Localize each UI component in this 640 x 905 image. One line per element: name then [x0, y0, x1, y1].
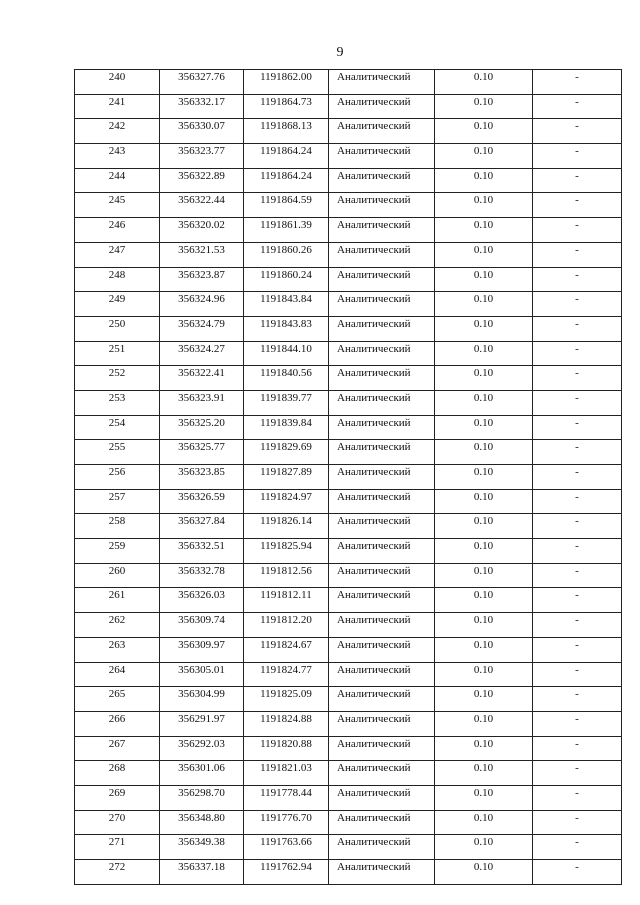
point-number-cell: 255 [75, 440, 160, 465]
x-coordinate-cell: 356292.03 [160, 736, 244, 761]
method-cell: Аналитический [329, 168, 435, 193]
note-cell: - [533, 341, 622, 366]
note-cell: - [533, 415, 622, 440]
x-coordinate-cell: 356324.27 [160, 341, 244, 366]
note-cell: - [533, 563, 622, 588]
note-cell: - [533, 687, 622, 712]
point-number-cell: 260 [75, 563, 160, 588]
note-cell: - [533, 637, 622, 662]
y-coordinate-cell: 1191864.59 [244, 193, 329, 218]
accuracy-cell: 0.10 [435, 637, 533, 662]
y-coordinate-cell: 1191864.73 [244, 94, 329, 119]
accuracy-cell: 0.10 [435, 711, 533, 736]
table-row [75, 94, 622, 119]
note-cell: - [533, 810, 622, 835]
note-cell: - [533, 860, 622, 885]
x-coordinate-cell: 356323.85 [160, 465, 244, 490]
accuracy-cell: 0.10 [435, 860, 533, 885]
x-coordinate-cell: 356330.07 [160, 119, 244, 144]
point-number-cell: 246 [75, 218, 160, 243]
table-row [75, 415, 622, 440]
x-coordinate-cell: 356291.97 [160, 711, 244, 736]
table-row [75, 144, 622, 169]
point-number-cell: 245 [75, 193, 160, 218]
point-number-cell: 264 [75, 662, 160, 687]
point-number-cell: 250 [75, 316, 160, 341]
table-row [75, 662, 622, 687]
y-coordinate-cell: 1191864.24 [244, 168, 329, 193]
method-cell: Аналитический [329, 366, 435, 391]
accuracy-cell: 0.10 [435, 193, 533, 218]
point-number-cell: 272 [75, 860, 160, 885]
table-row [75, 637, 622, 662]
x-coordinate-cell: 356324.79 [160, 316, 244, 341]
page-number: 9 [336, 45, 344, 60]
point-number-cell: 261 [75, 588, 160, 613]
y-coordinate-cell: 1191821.03 [244, 761, 329, 786]
note-cell: - [533, 785, 622, 810]
x-coordinate-cell: 356309.74 [160, 613, 244, 638]
point-number-cell: 244 [75, 168, 160, 193]
y-coordinate-cell: 1191820.88 [244, 736, 329, 761]
x-coordinate-cell: 356349.38 [160, 835, 244, 860]
note-cell: - [533, 539, 622, 564]
x-coordinate-cell: 356320.02 [160, 218, 244, 243]
y-coordinate-cell: 1191826.14 [244, 514, 329, 539]
point-number-cell: 241 [75, 94, 160, 119]
method-cell: Аналитический [329, 292, 435, 317]
x-coordinate-cell: 356332.17 [160, 94, 244, 119]
point-number-cell: 240 [75, 70, 160, 95]
note-cell: - [533, 119, 622, 144]
table-row [75, 785, 622, 810]
x-coordinate-cell: 356325.20 [160, 415, 244, 440]
note-cell: - [533, 613, 622, 638]
point-number-cell: 253 [75, 390, 160, 415]
y-coordinate-cell: 1191860.26 [244, 242, 329, 267]
method-cell: Аналитический [329, 415, 435, 440]
y-coordinate-cell: 1191864.24 [244, 144, 329, 169]
accuracy-cell: 0.10 [435, 489, 533, 514]
note-cell: - [533, 465, 622, 490]
accuracy-cell: 0.10 [435, 267, 533, 292]
accuracy-cell: 0.10 [435, 563, 533, 588]
table-row [75, 736, 622, 761]
table-row [75, 465, 622, 490]
y-coordinate-cell: 1191827.89 [244, 465, 329, 490]
point-number-cell: 265 [75, 687, 160, 712]
table-row [75, 711, 622, 736]
y-coordinate-cell: 1191763.66 [244, 835, 329, 860]
accuracy-cell: 0.10 [435, 390, 533, 415]
accuracy-cell: 0.10 [435, 662, 533, 687]
x-coordinate-cell: 356298.70 [160, 785, 244, 810]
note-cell: - [533, 168, 622, 193]
accuracy-cell: 0.10 [435, 514, 533, 539]
y-coordinate-cell: 1191839.77 [244, 390, 329, 415]
y-coordinate-cell: 1191778.44 [244, 785, 329, 810]
method-cell: Аналитический [329, 860, 435, 885]
accuracy-cell: 0.10 [435, 415, 533, 440]
note-cell: - [533, 144, 622, 169]
table-row [75, 613, 622, 638]
table-row [75, 366, 622, 391]
y-coordinate-cell: 1191868.13 [244, 119, 329, 144]
x-coordinate-cell: 356327.76 [160, 70, 244, 95]
accuracy-cell: 0.10 [435, 539, 533, 564]
point-number-cell: 270 [75, 810, 160, 835]
note-cell: - [533, 736, 622, 761]
table-row [75, 588, 622, 613]
note-cell: - [533, 711, 622, 736]
method-cell: Аналитический [329, 736, 435, 761]
point-number-cell: 263 [75, 637, 160, 662]
table-row [75, 168, 622, 193]
note-cell: - [533, 267, 622, 292]
x-coordinate-cell: 356322.44 [160, 193, 244, 218]
y-coordinate-cell: 1191839.84 [244, 415, 329, 440]
x-coordinate-cell: 356326.59 [160, 489, 244, 514]
table-row [75, 563, 622, 588]
accuracy-cell: 0.10 [435, 94, 533, 119]
point-number-cell: 257 [75, 489, 160, 514]
note-cell: - [533, 366, 622, 391]
method-cell: Аналитический [329, 785, 435, 810]
point-number-cell: 259 [75, 539, 160, 564]
table-row [75, 761, 622, 786]
method-cell: Аналитический [329, 514, 435, 539]
table-row [75, 514, 622, 539]
x-coordinate-cell: 356323.87 [160, 267, 244, 292]
x-coordinate-cell: 356348.80 [160, 810, 244, 835]
accuracy-cell: 0.10 [435, 810, 533, 835]
table-row [75, 341, 622, 366]
note-cell: - [533, 835, 622, 860]
x-coordinate-cell: 356304.99 [160, 687, 244, 712]
note-cell: - [533, 316, 622, 341]
coordinates-table [74, 69, 622, 885]
table-row [75, 440, 622, 465]
accuracy-cell: 0.10 [435, 687, 533, 712]
method-cell: Аналитический [329, 835, 435, 860]
note-cell: - [533, 662, 622, 687]
method-cell: Аналитический [329, 662, 435, 687]
point-number-cell: 242 [75, 119, 160, 144]
note-cell: - [533, 390, 622, 415]
table-row [75, 242, 622, 267]
table-row [75, 539, 622, 564]
accuracy-cell: 0.10 [435, 465, 533, 490]
x-coordinate-cell: 356323.77 [160, 144, 244, 169]
accuracy-cell: 0.10 [435, 588, 533, 613]
method-cell: Аналитический [329, 70, 435, 95]
accuracy-cell: 0.10 [435, 613, 533, 638]
x-coordinate-cell: 356325.77 [160, 440, 244, 465]
method-cell: Аналитический [329, 341, 435, 366]
method-cell: Аналитический [329, 465, 435, 490]
x-coordinate-cell: 356326.03 [160, 588, 244, 613]
accuracy-cell: 0.10 [435, 242, 533, 267]
table-body [75, 70, 622, 885]
point-number-cell: 243 [75, 144, 160, 169]
y-coordinate-cell: 1191776.70 [244, 810, 329, 835]
point-number-cell: 271 [75, 835, 160, 860]
point-number-cell: 266 [75, 711, 160, 736]
x-coordinate-cell: 356301.06 [160, 761, 244, 786]
y-coordinate-cell: 1191843.83 [244, 316, 329, 341]
note-cell: - [533, 292, 622, 317]
method-cell: Аналитический [329, 94, 435, 119]
y-coordinate-cell: 1191825.94 [244, 539, 329, 564]
method-cell: Аналитический [329, 440, 435, 465]
method-cell: Аналитический [329, 218, 435, 243]
note-cell: - [533, 440, 622, 465]
note-cell: - [533, 193, 622, 218]
method-cell: Аналитический [329, 242, 435, 267]
method-cell: Аналитический [329, 637, 435, 662]
method-cell: Аналитический [329, 687, 435, 712]
table-row [75, 316, 622, 341]
y-coordinate-cell: 1191829.69 [244, 440, 329, 465]
method-cell: Аналитический [329, 390, 435, 415]
accuracy-cell: 0.10 [435, 366, 533, 391]
accuracy-cell: 0.10 [435, 218, 533, 243]
accuracy-cell: 0.10 [435, 736, 533, 761]
x-coordinate-cell: 356305.01 [160, 662, 244, 687]
x-coordinate-cell: 356332.78 [160, 563, 244, 588]
table-row [75, 835, 622, 860]
x-coordinate-cell: 356321.53 [160, 242, 244, 267]
point-number-cell: 247 [75, 242, 160, 267]
point-number-cell: 252 [75, 366, 160, 391]
point-number-cell: 267 [75, 736, 160, 761]
point-number-cell: 269 [75, 785, 160, 810]
table-row [75, 810, 622, 835]
method-cell: Аналитический [329, 193, 435, 218]
point-number-cell: 254 [75, 415, 160, 440]
table-row [75, 193, 622, 218]
table-row [75, 687, 622, 712]
note-cell: - [533, 218, 622, 243]
x-coordinate-cell: 356332.51 [160, 539, 244, 564]
table-row [75, 267, 622, 292]
y-coordinate-cell: 1191861.39 [244, 218, 329, 243]
method-cell: Аналитический [329, 761, 435, 786]
x-coordinate-cell: 356309.97 [160, 637, 244, 662]
y-coordinate-cell: 1191862.00 [244, 70, 329, 95]
accuracy-cell: 0.10 [435, 341, 533, 366]
y-coordinate-cell: 1191812.11 [244, 588, 329, 613]
accuracy-cell: 0.10 [435, 835, 533, 860]
method-cell: Аналитический [329, 563, 435, 588]
note-cell: - [533, 588, 622, 613]
point-number-cell: 251 [75, 341, 160, 366]
method-cell: Аналитический [329, 588, 435, 613]
note-cell: - [533, 489, 622, 514]
accuracy-cell: 0.10 [435, 119, 533, 144]
note-cell: - [533, 761, 622, 786]
y-coordinate-cell: 1191824.67 [244, 637, 329, 662]
y-coordinate-cell: 1191844.10 [244, 341, 329, 366]
x-coordinate-cell: 356322.89 [160, 168, 244, 193]
method-cell: Аналитический [329, 539, 435, 564]
y-coordinate-cell: 1191825.09 [244, 687, 329, 712]
y-coordinate-cell: 1191824.77 [244, 662, 329, 687]
y-coordinate-cell: 1191860.24 [244, 267, 329, 292]
x-coordinate-cell: 356327.84 [160, 514, 244, 539]
accuracy-cell: 0.10 [435, 168, 533, 193]
point-number-cell: 268 [75, 761, 160, 786]
y-coordinate-cell: 1191824.88 [244, 711, 329, 736]
note-cell: - [533, 94, 622, 119]
method-cell: Аналитический [329, 316, 435, 341]
x-coordinate-cell: 356324.96 [160, 292, 244, 317]
table-row [75, 390, 622, 415]
method-cell: Аналитический [329, 267, 435, 292]
accuracy-cell: 0.10 [435, 440, 533, 465]
y-coordinate-cell: 1191824.97 [244, 489, 329, 514]
point-number-cell: 258 [75, 514, 160, 539]
accuracy-cell: 0.10 [435, 292, 533, 317]
note-cell: - [533, 242, 622, 267]
accuracy-cell: 0.10 [435, 144, 533, 169]
method-cell: Аналитический [329, 119, 435, 144]
table-row [75, 489, 622, 514]
table-row [75, 860, 622, 885]
table-row [75, 119, 622, 144]
method-cell: Аналитический [329, 489, 435, 514]
x-coordinate-cell: 356323.91 [160, 390, 244, 415]
table-row [75, 218, 622, 243]
point-number-cell: 256 [75, 465, 160, 490]
method-cell: Аналитический [329, 711, 435, 736]
accuracy-cell: 0.10 [435, 761, 533, 786]
method-cell: Аналитический [329, 144, 435, 169]
y-coordinate-cell: 1191840.56 [244, 366, 329, 391]
y-coordinate-cell: 1191762.94 [244, 860, 329, 885]
method-cell: Аналитический [329, 810, 435, 835]
y-coordinate-cell: 1191843.84 [244, 292, 329, 317]
point-number-cell: 248 [75, 267, 160, 292]
table-row [75, 292, 622, 317]
note-cell: - [533, 514, 622, 539]
x-coordinate-cell: 356337.18 [160, 860, 244, 885]
x-coordinate-cell: 356322.41 [160, 366, 244, 391]
accuracy-cell: 0.10 [435, 316, 533, 341]
y-coordinate-cell: 1191812.56 [244, 563, 329, 588]
table-row [75, 70, 622, 95]
note-cell: - [533, 70, 622, 95]
point-number-cell: 262 [75, 613, 160, 638]
accuracy-cell: 0.10 [435, 70, 533, 95]
point-number-cell: 249 [75, 292, 160, 317]
accuracy-cell: 0.10 [435, 785, 533, 810]
method-cell: Аналитический [329, 613, 435, 638]
y-coordinate-cell: 1191812.20 [244, 613, 329, 638]
